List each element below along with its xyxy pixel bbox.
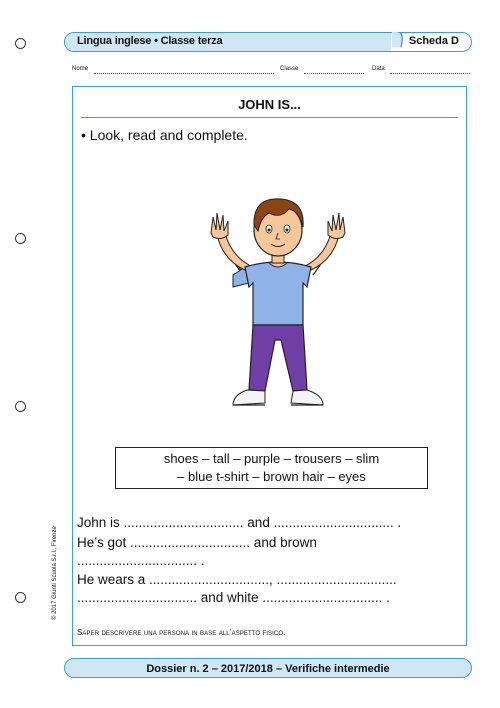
date-field[interactable] (390, 66, 470, 74)
binder-hole (15, 592, 26, 603)
binder-hole (15, 233, 26, 244)
header-bar (64, 32, 472, 52)
answer-line[interactable]: John is ................................ and ................................ . (77, 515, 402, 530)
footer-text: Dossier n. 2 – 2017/2018 – Verifiche intermedie (146, 663, 390, 675)
student-info-line (72, 66, 472, 78)
worksheet-label: Scheda D (408, 35, 459, 47)
answer-line[interactable]: He wears a ................................, ................................ (77, 572, 397, 587)
word-bank (115, 447, 428, 489)
subject-title: Lingua inglese • Classe terza (77, 35, 223, 47)
binder-hole (15, 401, 26, 412)
word-bank-line: shoes – tall – purple – trousers – slim (163, 451, 380, 466)
answer-line[interactable]: He’s got ................................ and brown (77, 535, 317, 550)
title-divider (81, 117, 458, 118)
learning-objective: Saper descrivere una persona in base all’aspetto fisico. (77, 628, 286, 637)
date-label: Data (372, 66, 385, 72)
exercise-box (72, 86, 467, 646)
name-field[interactable] (94, 66, 274, 74)
binder-hole (15, 38, 26, 49)
answer-line[interactable]: ................................ . (77, 553, 205, 568)
answer-line[interactable]: ................................ and white ................................ . (77, 590, 390, 605)
boy-illustration (203, 175, 353, 425)
class-label: Classe (280, 66, 299, 72)
exercise-instruction: • Look, read and complete. (81, 127, 248, 143)
class-field[interactable] (304, 66, 364, 74)
word-bank-line: – blue t-shirt – brown hair – eyes (177, 469, 366, 484)
copyright-note: © 2017 Giunti Scuola S.r.l., Firenze (52, 526, 58, 620)
footer-bar (64, 658, 472, 678)
exercise-title: JOHN IS... (238, 97, 301, 112)
name-label: Nome (72, 66, 89, 72)
